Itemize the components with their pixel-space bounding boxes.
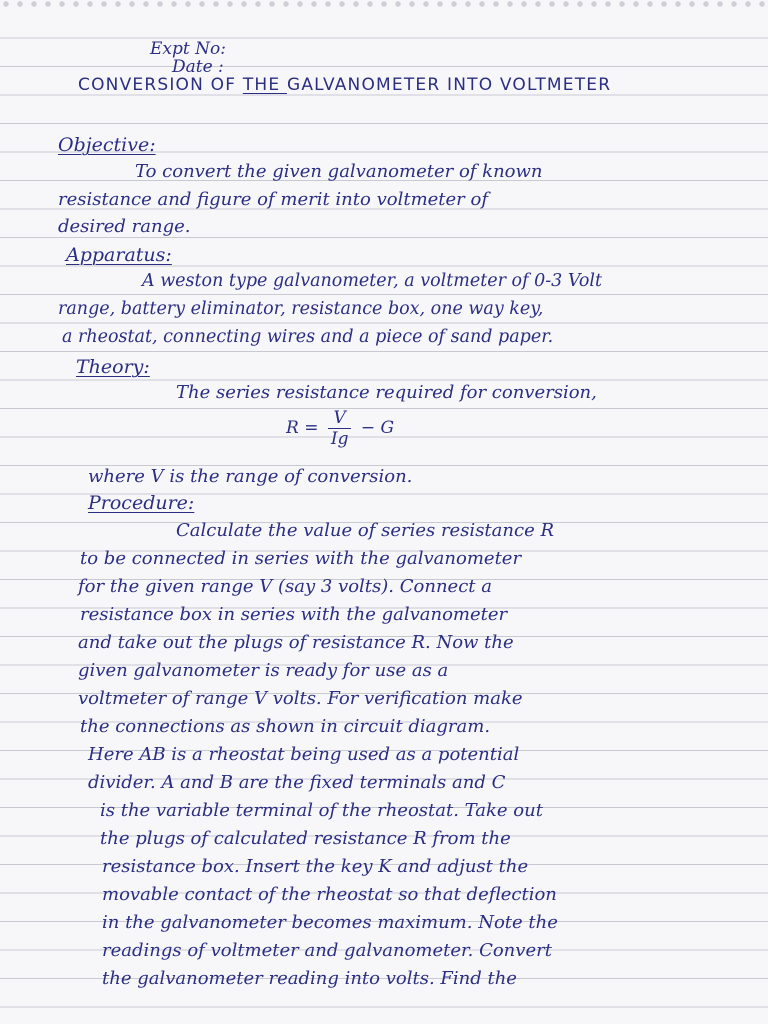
objective-line-2: resistance and figure of merit into voltmeter of bbox=[58, 189, 488, 210]
procedure-line-12: the plugs of calculated resistance R from the bbox=[100, 828, 511, 849]
procedure-line-3: for the given range V (say 3 volts). Connect a bbox=[78, 576, 492, 597]
procedure-line-17: the galvanometer reading into volts. Find the bbox=[102, 968, 517, 989]
expt-no-label: Expt No: bbox=[150, 39, 226, 59]
date-label: Date : bbox=[172, 57, 224, 77]
procedure-line-4: resistance box in series with the galvanometer bbox=[80, 604, 508, 625]
procedure-line-13: resistance box. Insert the key K and adjust the bbox=[102, 856, 529, 877]
procedure-line-15: in the galvanometer becomes maximum. Note the bbox=[102, 912, 558, 933]
procedure-line-9: Here AB is a rheostat being used as a potential bbox=[88, 744, 520, 765]
theory-heading: Theory: bbox=[76, 356, 150, 378]
procedure-line-11: is the variable terminal of the rheostat. Take out bbox=[100, 800, 543, 821]
procedure-line-6: given galvanometer is ready for use as a bbox=[78, 660, 449, 681]
procedure-line-14: movable contact of the rheostat so that deflection bbox=[102, 884, 557, 905]
procedure-line-10: divider. A and B are the fixed terminals and C bbox=[88, 772, 506, 793]
procedure-line-8: the connections as shown in circuit diagram. bbox=[80, 716, 491, 737]
formula-denominator: Ig bbox=[330, 429, 349, 449]
apparatus-line-1: A weston type galvanometer, a voltmeter of 0-3 Volt bbox=[142, 271, 603, 291]
series-resistance-formula bbox=[286, 408, 394, 449]
apparatus-line-2: range, battery eliminator, resistance box, one way key, bbox=[58, 299, 544, 319]
procedure-line-2: to be connected in series with the galvanometer bbox=[80, 548, 522, 569]
procedure-line-1: Calculate the value of series resistance R bbox=[176, 520, 554, 541]
formula-rhs: − G bbox=[360, 418, 395, 438]
objective-line-3: desired range. bbox=[58, 216, 191, 237]
formula-fraction bbox=[328, 408, 352, 449]
objective-line-1: To convert the given galvanometer of known bbox=[135, 161, 543, 182]
procedure-heading: Procedure: bbox=[88, 492, 195, 514]
procedure-line-5: and take out the plugs of resistance R. Now the bbox=[78, 632, 514, 653]
procedure-line-7: voltmeter of range V volts. For verification make bbox=[78, 688, 523, 709]
apparatus-line-3: a rheostat, connecting wires and a piece of sand paper. bbox=[62, 327, 554, 347]
objective-heading: Objective: bbox=[58, 134, 156, 156]
formula-lhs: R = bbox=[286, 418, 319, 438]
spiral-binding-holes bbox=[0, 0, 768, 12]
title-part-1: CONVERSION OF bbox=[78, 75, 243, 95]
theory-where-line: where V is the range of conversion. bbox=[88, 466, 413, 487]
page-title bbox=[78, 74, 611, 96]
apparatus-heading: Apparatus: bbox=[66, 244, 172, 266]
procedure-line-16: readings of voltmeter and galvanometer. Convert bbox=[102, 940, 552, 961]
title-part-3: GALVANOMETER INTO VOLTMETER bbox=[286, 75, 612, 95]
title-part-2: THE bbox=[242, 75, 287, 95]
theory-line-1: The series resistance required for conversion, bbox=[176, 382, 597, 403]
formula-numerator: V bbox=[328, 408, 352, 429]
